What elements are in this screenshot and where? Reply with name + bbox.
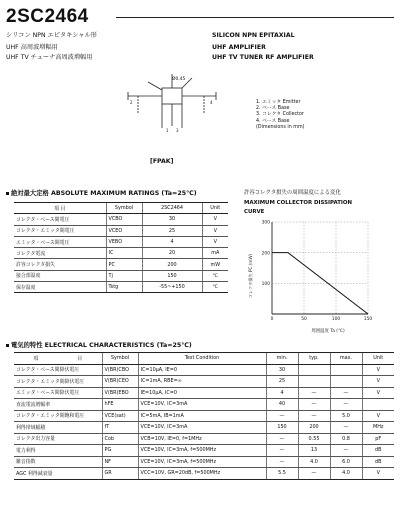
- ec-table: [14, 352, 394, 480]
- pin-1: 1. エミッタ Emitter: [256, 100, 301, 105]
- dimension-note: (Dimensions in mm): [256, 124, 305, 130]
- amr-header-row: [14, 203, 228, 214]
- package-name: [FPAK]: [150, 158, 174, 165]
- table-row: エミッタ・ベース間電圧 VEBO 4 V: [14, 236, 228, 247]
- ec-col-item-1: 項: [14, 353, 58, 365]
- curve-title-jp: 許容コレクタ損失の周囲温度による変化: [244, 190, 341, 196]
- table-row: 保存温度 Tstg -55~+150 ℃: [14, 282, 228, 293]
- section-bullet-icon: [6, 192, 9, 195]
- curve-title-en-2: CURVE: [244, 209, 265, 215]
- table-row: 許容コレクタ損失 PC 200 mW: [14, 259, 228, 270]
- pin-2: 2. ベース Base: [256, 106, 290, 112]
- amr-table: [14, 202, 228, 293]
- ec-col-test-condition: Test Condition: [138, 353, 266, 365]
- y-tick-label: 200: [261, 251, 270, 257]
- application-2-en: UHF TV TUNER RF AMPLIFIER: [212, 54, 314, 61]
- ec-col-typ: typ.: [298, 353, 330, 365]
- ec-header-row: [14, 353, 394, 365]
- amr-col-unit: Unit: [202, 203, 228, 214]
- pin-3: 3. コレクタ Collector: [256, 112, 304, 118]
- table-row: コレクタ・エミッタ間降伏電圧 V(BR)CEO IC=1mA, RBE=∞ 25 V: [14, 376, 394, 388]
- table-row: コレクタ・エミッタ間飽和電圧 VCE(sat) IC=5mA, IB=1mA — — 5.0 V: [14, 410, 394, 422]
- pin-4: 4. ベース Base: [256, 118, 290, 124]
- y-tick-label: 300: [261, 220, 270, 226]
- curve-title-en-1: MAXIMUM COLLECTOR DISSIPATION: [244, 200, 353, 206]
- table-row: コレクタ・ベース間降伏電圧 V(BR)CBO IC=10μA, IE=0 30 V: [14, 364, 394, 376]
- chart-grid: [272, 222, 368, 314]
- x-tick-label: 150: [363, 317, 373, 322]
- y-tick-label: 100: [261, 281, 270, 287]
- ec-col-min: min.: [266, 353, 298, 365]
- ec-col-item-2: 目: [58, 353, 102, 365]
- application-1-en: UHF AMPLIFIER: [212, 44, 266, 51]
- svg-text:4: 4: [210, 100, 213, 105]
- amr-col-rating: 2SC2464: [142, 203, 202, 214]
- svg-text:3: 3: [176, 128, 179, 133]
- section-bullet-icon: [6, 344, 9, 347]
- table-row: 電力利得 PG VCE=10V, IC=3mA, f=500MHz — 13 — dB: [14, 445, 394, 457]
- ec-section-title: 電気的特性 ELECTRICAL CHARACTERISTICS (Ta=25℃): [6, 340, 192, 349]
- header-rule: [116, 17, 394, 18]
- dissipation-curve-chart: [244, 214, 390, 334]
- device-type-en: SILICON NPN EPITAXIAL: [212, 32, 295, 39]
- lead-diameter-label: Ø0.45: [172, 77, 186, 82]
- ec-col-unit: Unit: [362, 353, 394, 365]
- part-number: 2SC2464: [6, 6, 89, 27]
- application-2-jp: UHF TV チューナ高周波増幅用: [6, 54, 93, 61]
- svg-text:2: 2: [130, 100, 133, 105]
- x-tick-label: 100: [331, 317, 341, 322]
- svg-text:1: 1: [166, 128, 169, 133]
- table-row: 利得帯域幅積 fT VCE=10V, IC=3mA 150 200 — MHz: [14, 422, 394, 434]
- ec-col-max: max.: [330, 353, 362, 365]
- amr-section-title: 絶対最大定格 ABSOLUTE MAXIMUM RATINGS (Ta=25℃): [6, 188, 197, 197]
- x-tick-label: 0: [270, 317, 274, 322]
- table-row: コレクタ出力容量 Cob VCB=10V, IE=0, f=1MHz — 0.55 0.8 pF: [14, 433, 394, 445]
- table-row: コレクタ電流 IC 20 mA: [14, 248, 228, 259]
- table-row: 接合部温度 Tj 150 ℃: [14, 270, 228, 281]
- amr-col-item: 項 目: [14, 203, 106, 214]
- table-row: コレクタ・ベース間電圧 VCBO 30 V: [14, 214, 228, 225]
- x-tick-label: 50: [301, 317, 307, 322]
- amr-col-symbol: Symbol: [106, 203, 142, 214]
- device-type-jp: シリコン NPN エピタキシャル形: [6, 32, 97, 39]
- x-axis-label: 周囲温度 Ta (℃): [311, 329, 345, 334]
- application-1-jp: UHF 高周波増幅用: [6, 44, 58, 51]
- table-row: 雑音指数 NF VCE=10V, IC=3mA, f=500MHz — 4.0 6.0 dB: [14, 456, 394, 468]
- table-row: AGC 利得減衰量 GR VCC=10V, GR=20dB, f=500MHz 5.5 — 4.0 V: [14, 468, 394, 480]
- y-axis-label: コレクタ損失 PC (mW): [248, 253, 253, 299]
- table-row: コレクタ・エミッタ間電圧 VCEO 25 V: [14, 225, 228, 236]
- pin-legend: [256, 100, 305, 131]
- ec-col-symbol: Symbol: [102, 353, 138, 365]
- table-row: エミッタ・ベース間降伏電圧 V(BR)EBO IE=10μA, IC=0 4 — — V: [14, 387, 394, 399]
- table-row: 直流電流増幅率 hFE VCE=10V, IC=3mA 40 — —: [14, 399, 394, 411]
